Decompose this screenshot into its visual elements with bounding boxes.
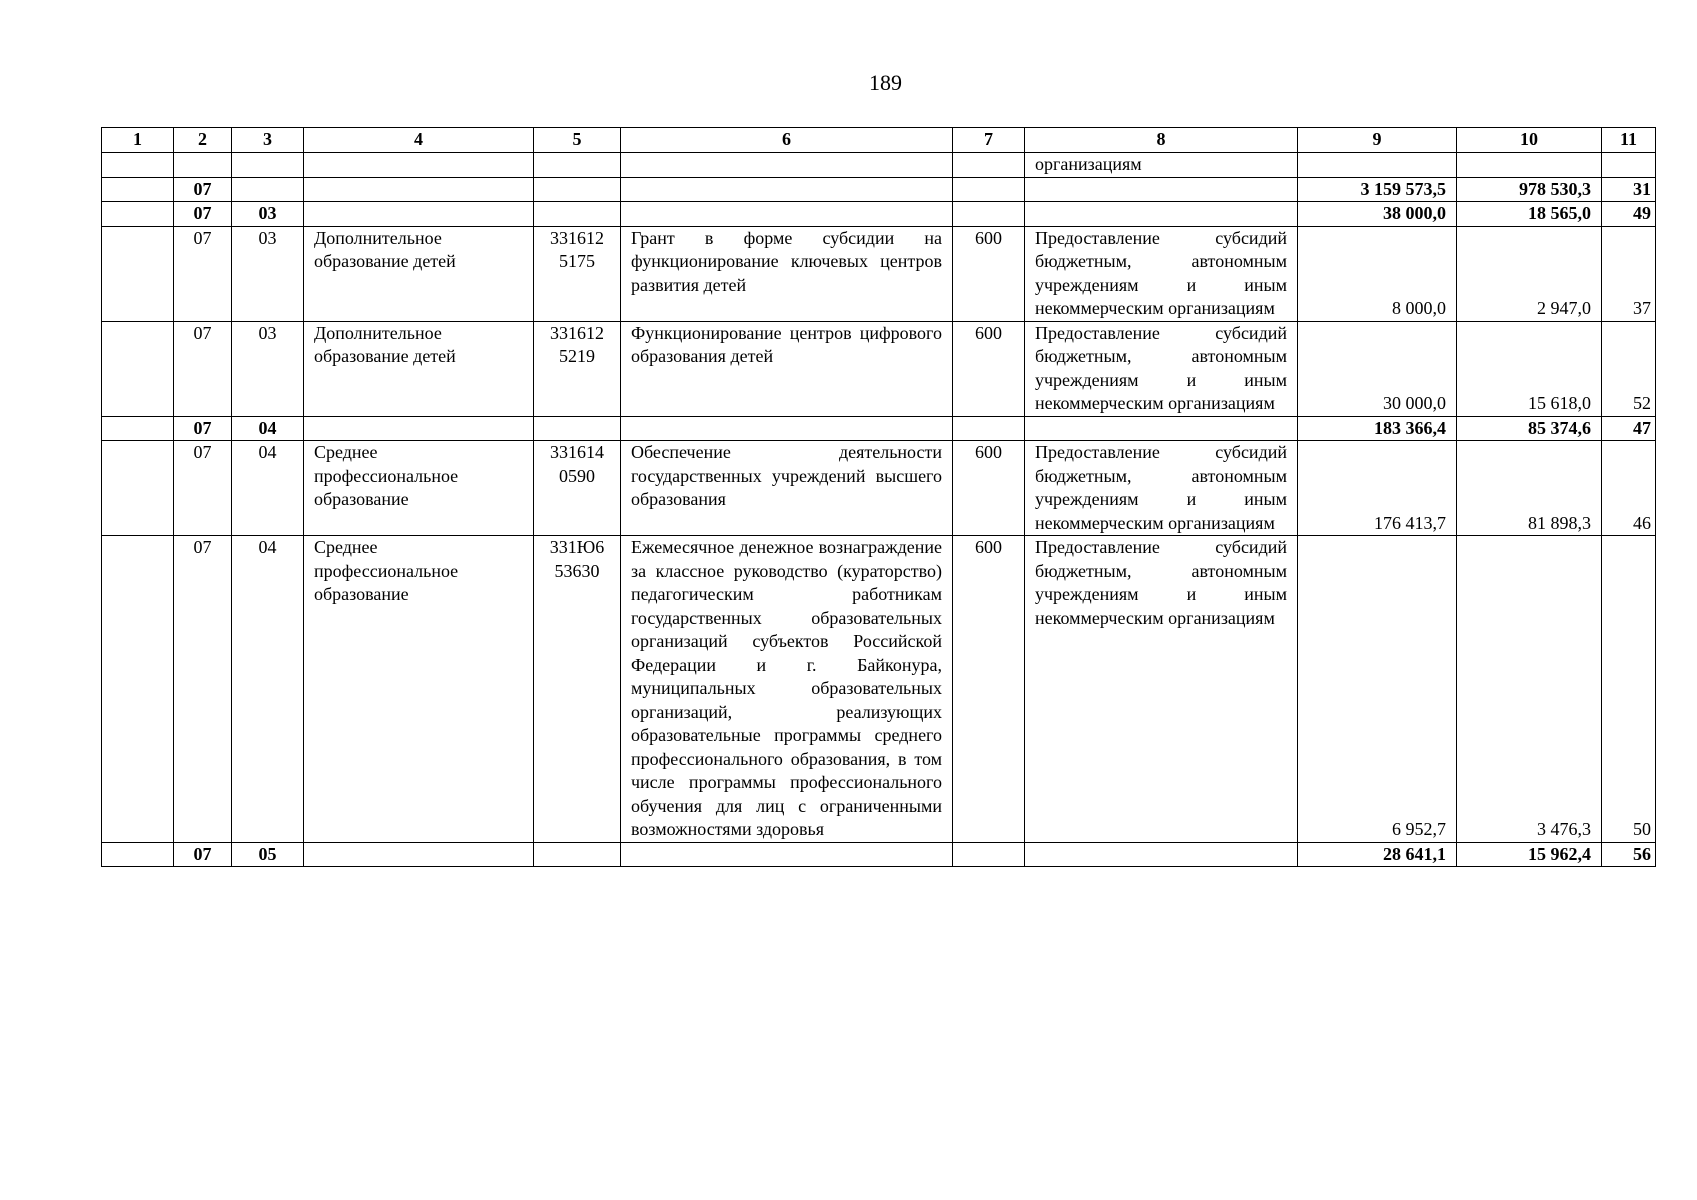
cell xyxy=(534,177,621,202)
table-row xyxy=(102,321,1656,416)
cell: 07 xyxy=(174,226,232,321)
cell: Предоставление субсидий бюджетным, автономным учреждениям и иным некоммерческим организациям xyxy=(1025,536,1298,843)
cell xyxy=(102,202,174,227)
table-row xyxy=(102,177,1656,202)
cell xyxy=(232,153,304,178)
cell: 56 xyxy=(1602,842,1656,867)
cell: 30 000,0 xyxy=(1298,321,1457,416)
cell: 38 000,0 xyxy=(1298,202,1457,227)
cell: 31 xyxy=(1602,177,1656,202)
cell xyxy=(1025,416,1298,441)
cell xyxy=(102,416,174,441)
cell: 176 413,7 xyxy=(1298,441,1457,536)
cell: Дополнительное образование детей xyxy=(304,226,534,321)
cell: 49 xyxy=(1602,202,1656,227)
cell xyxy=(953,153,1025,178)
cell xyxy=(621,416,953,441)
cell xyxy=(174,153,232,178)
cell xyxy=(102,153,174,178)
cell: 600 xyxy=(953,321,1025,416)
table-row xyxy=(102,441,1656,536)
cell: Среднее профессиональное образование xyxy=(304,441,534,536)
cell: 46 xyxy=(1602,441,1656,536)
column-header: 10 xyxy=(1457,128,1602,153)
cell xyxy=(304,153,534,178)
cell: Предоставление субсидий бюджетным, автономным учреждениям и иным некоммерческим организациям xyxy=(1025,441,1298,536)
table-row xyxy=(102,153,1656,178)
cell: 85 374,6 xyxy=(1457,416,1602,441)
cell: 15 618,0 xyxy=(1457,321,1602,416)
cell xyxy=(304,416,534,441)
cell xyxy=(953,177,1025,202)
cell: 07 xyxy=(174,416,232,441)
cell: 18 565,0 xyxy=(1457,202,1602,227)
cell: 07 xyxy=(174,177,232,202)
cell xyxy=(1457,153,1602,178)
table-row xyxy=(102,536,1656,843)
column-header: 11 xyxy=(1602,128,1656,153)
cell: 03 xyxy=(232,226,304,321)
cell: 3 159 573,5 xyxy=(1298,177,1457,202)
cell xyxy=(102,177,174,202)
cell: 28 641,1 xyxy=(1298,842,1457,867)
cell: 15 962,4 xyxy=(1457,842,1602,867)
column-header: 7 xyxy=(953,128,1025,153)
column-header: 9 xyxy=(1298,128,1457,153)
cell: 03 xyxy=(232,202,304,227)
cell: 04 xyxy=(232,536,304,843)
cell: 50 xyxy=(1602,536,1656,843)
cell: 37 xyxy=(1602,226,1656,321)
cell xyxy=(534,842,621,867)
cell: 600 xyxy=(953,536,1025,843)
budget-table xyxy=(101,127,1656,867)
cell: 07 xyxy=(174,321,232,416)
cell: Обеспечение деятельности государственных учреждений высшего образования xyxy=(621,441,953,536)
cell xyxy=(1298,153,1457,178)
cell: Ежемесячное денежное вознаграждение за классное руководство (кураторство) педагогическим работникам государственных образовательных организаций субъектов Российской Федерации и г. Байконура, муниципальных образовательных организаций, реализующих образовательные программы среднего профессионального образования, в том числе программы профессионального обучения для лиц с ограниченными возможностями здоровья xyxy=(621,536,953,843)
cell xyxy=(621,842,953,867)
cell: 05 xyxy=(232,842,304,867)
column-header: 1 xyxy=(102,128,174,153)
cell: 04 xyxy=(232,416,304,441)
cell xyxy=(621,153,953,178)
cell xyxy=(953,416,1025,441)
column-header: 6 xyxy=(621,128,953,153)
cell xyxy=(102,536,174,843)
cell xyxy=(304,842,534,867)
cell: Предоставление субсидий бюджетным, автономным учреждениям и иным некоммерческим организациям xyxy=(1025,321,1298,416)
cell xyxy=(102,226,174,321)
cell xyxy=(232,177,304,202)
cell xyxy=(102,441,174,536)
column-header: 5 xyxy=(534,128,621,153)
cell xyxy=(621,202,953,227)
cell: 978 530,3 xyxy=(1457,177,1602,202)
cell xyxy=(534,153,621,178)
cell xyxy=(102,842,174,867)
table-row xyxy=(102,842,1656,867)
cell: 331612 5219 xyxy=(534,321,621,416)
cell: 8 000,0 xyxy=(1298,226,1457,321)
cell: 3 476,3 xyxy=(1457,536,1602,843)
cell: 2 947,0 xyxy=(1457,226,1602,321)
header-row xyxy=(102,128,1656,153)
cell xyxy=(953,202,1025,227)
cell xyxy=(953,842,1025,867)
cell: 6 952,7 xyxy=(1298,536,1457,843)
cell: 331612 5175 xyxy=(534,226,621,321)
cell: Дополнительное образование детей xyxy=(304,321,534,416)
cell: организациям xyxy=(1025,153,1298,178)
cell: 331Ю6 53630 xyxy=(534,536,621,843)
cell: 52 xyxy=(1602,321,1656,416)
cell: 81 898,3 xyxy=(1457,441,1602,536)
cell xyxy=(1025,202,1298,227)
cell xyxy=(621,177,953,202)
table-row xyxy=(102,226,1656,321)
cell xyxy=(1602,153,1656,178)
cell: 183 366,4 xyxy=(1298,416,1457,441)
cell: 47 xyxy=(1602,416,1656,441)
cell: 03 xyxy=(232,321,304,416)
cell: Функционирование центров цифрового образования детей xyxy=(621,321,953,416)
cell xyxy=(534,202,621,227)
column-header: 8 xyxy=(1025,128,1298,153)
cell: 07 xyxy=(174,441,232,536)
cell: Среднее профессиональное образование xyxy=(304,536,534,843)
page-number: 189 xyxy=(869,70,902,95)
table-row xyxy=(102,416,1656,441)
cell: 600 xyxy=(953,226,1025,321)
cell: 07 xyxy=(174,842,232,867)
cell xyxy=(1025,842,1298,867)
cell xyxy=(304,202,534,227)
cell xyxy=(102,321,174,416)
cell xyxy=(534,416,621,441)
column-header: 4 xyxy=(304,128,534,153)
column-header: 3 xyxy=(232,128,304,153)
column-header: 2 xyxy=(174,128,232,153)
cell xyxy=(304,177,534,202)
cell: Грант в форме субсидии на функционирование ключевых центров развития детей xyxy=(621,226,953,321)
cell: 600 xyxy=(953,441,1025,536)
cell: 331614 0590 xyxy=(534,441,621,536)
cell: Предоставление субсидий бюджетным, автономным учреждениям и иным некоммерческим организациям xyxy=(1025,226,1298,321)
cell: 07 xyxy=(174,202,232,227)
cell: 07 xyxy=(174,536,232,843)
cell: 04 xyxy=(232,441,304,536)
table-row xyxy=(102,202,1656,227)
cell xyxy=(1025,177,1298,202)
